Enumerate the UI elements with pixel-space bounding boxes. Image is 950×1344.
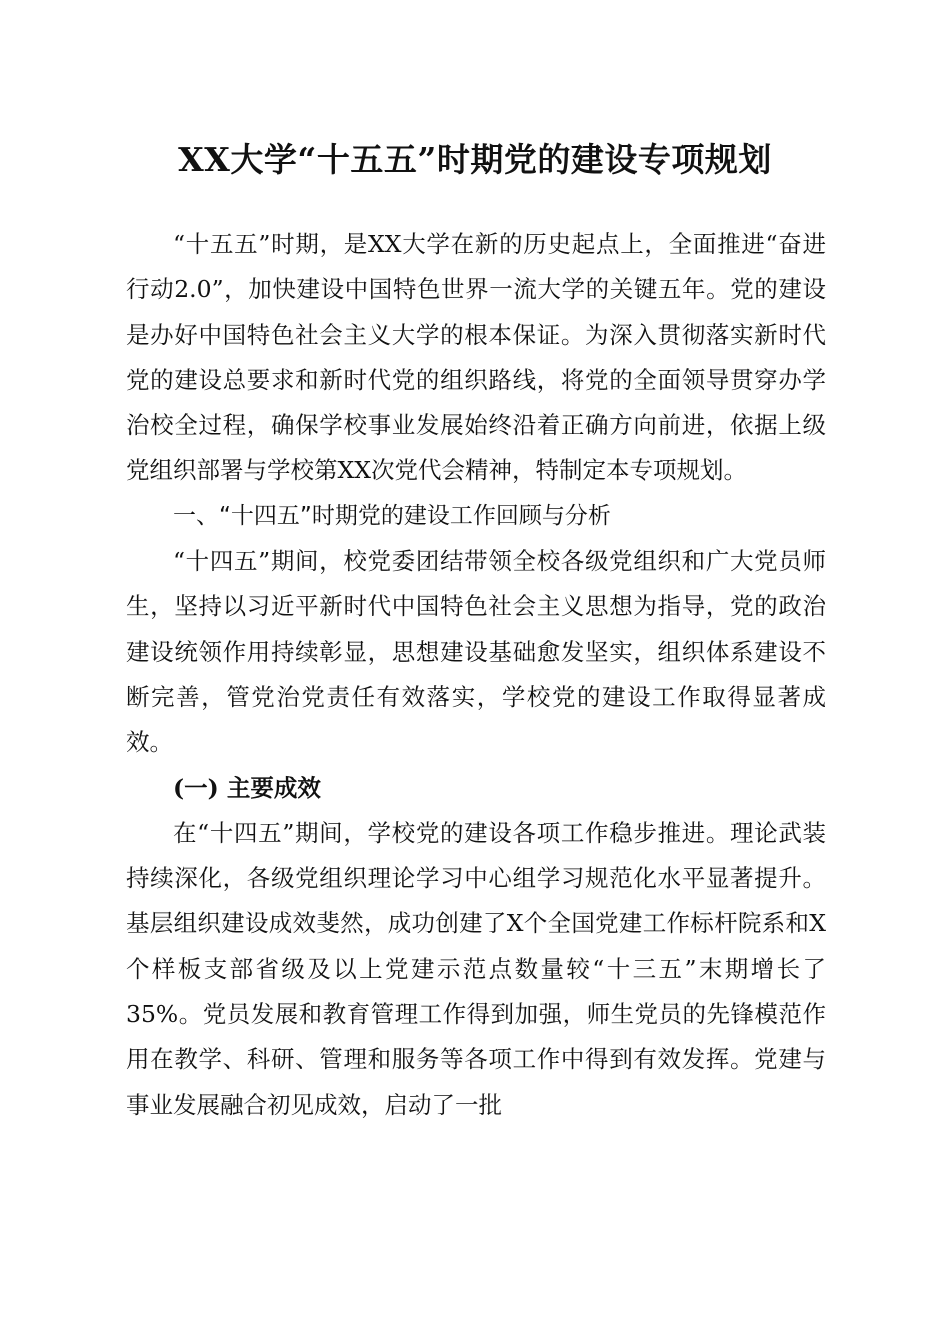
intro-paragraph: “十五五”时期，是XX大学在新的历史起点上，全面推进“奋进行动2.0”，加快建设中国特色世界一流大学的关键五年。党的建设是办好中国特色社会主义大学的根本保证。为深入贯彻落实新时代党的建设总要求和新时代党的组织路线，将党的全面领导贯穿办学治校全过程，确保学校事业发展始终沿着正确方向前进，依据上级党组织部署与学校第XX次党代会精神，特制定本专项规划。 [126, 230, 826, 485]
subsection-achievements-paragraph: 在“十四五”期间，学校党的建设各项工作稳步推进。理论武装持续深化，各级党组织理论学习中心组学习规范化水平显著提升。基层组织建设成效斐然，成功创建了X个全国党建工作标杆院系和X个样板支部省级及以上党建示范点数量较“十三五”末期增长了35%。党员发展和教育管理工作得到加强，师生党员的先锋模范作用在教学、科研、管理和服务等各项工作中得到有效发挥。党建与事业发展融合初见成效，启动了一批 [126, 818, 826, 1119]
document-title: XX大学“十五五”时期党的建设专项规划 [178, 140, 772, 179]
subsection-heading-achievements: (一) 主要成效 [173, 773, 321, 802]
document-body [126, 222, 826, 1128]
section-review-paragraph: “十四五”期间，校党委团结带领全校各级党组织和广大党员师生，坚持以习近平新时代中国特色社会主义思想为指导，党的政治建设统领作用持续彰显，思想建设基础愈发坚实，组织体系建设不断完善，管党治党责任有效落实，学校党的建设工作取得显著成效。 [126, 547, 826, 757]
section-heading-review: 一、“十四五”时期党的建设工作回顾与分析 [173, 502, 611, 529]
